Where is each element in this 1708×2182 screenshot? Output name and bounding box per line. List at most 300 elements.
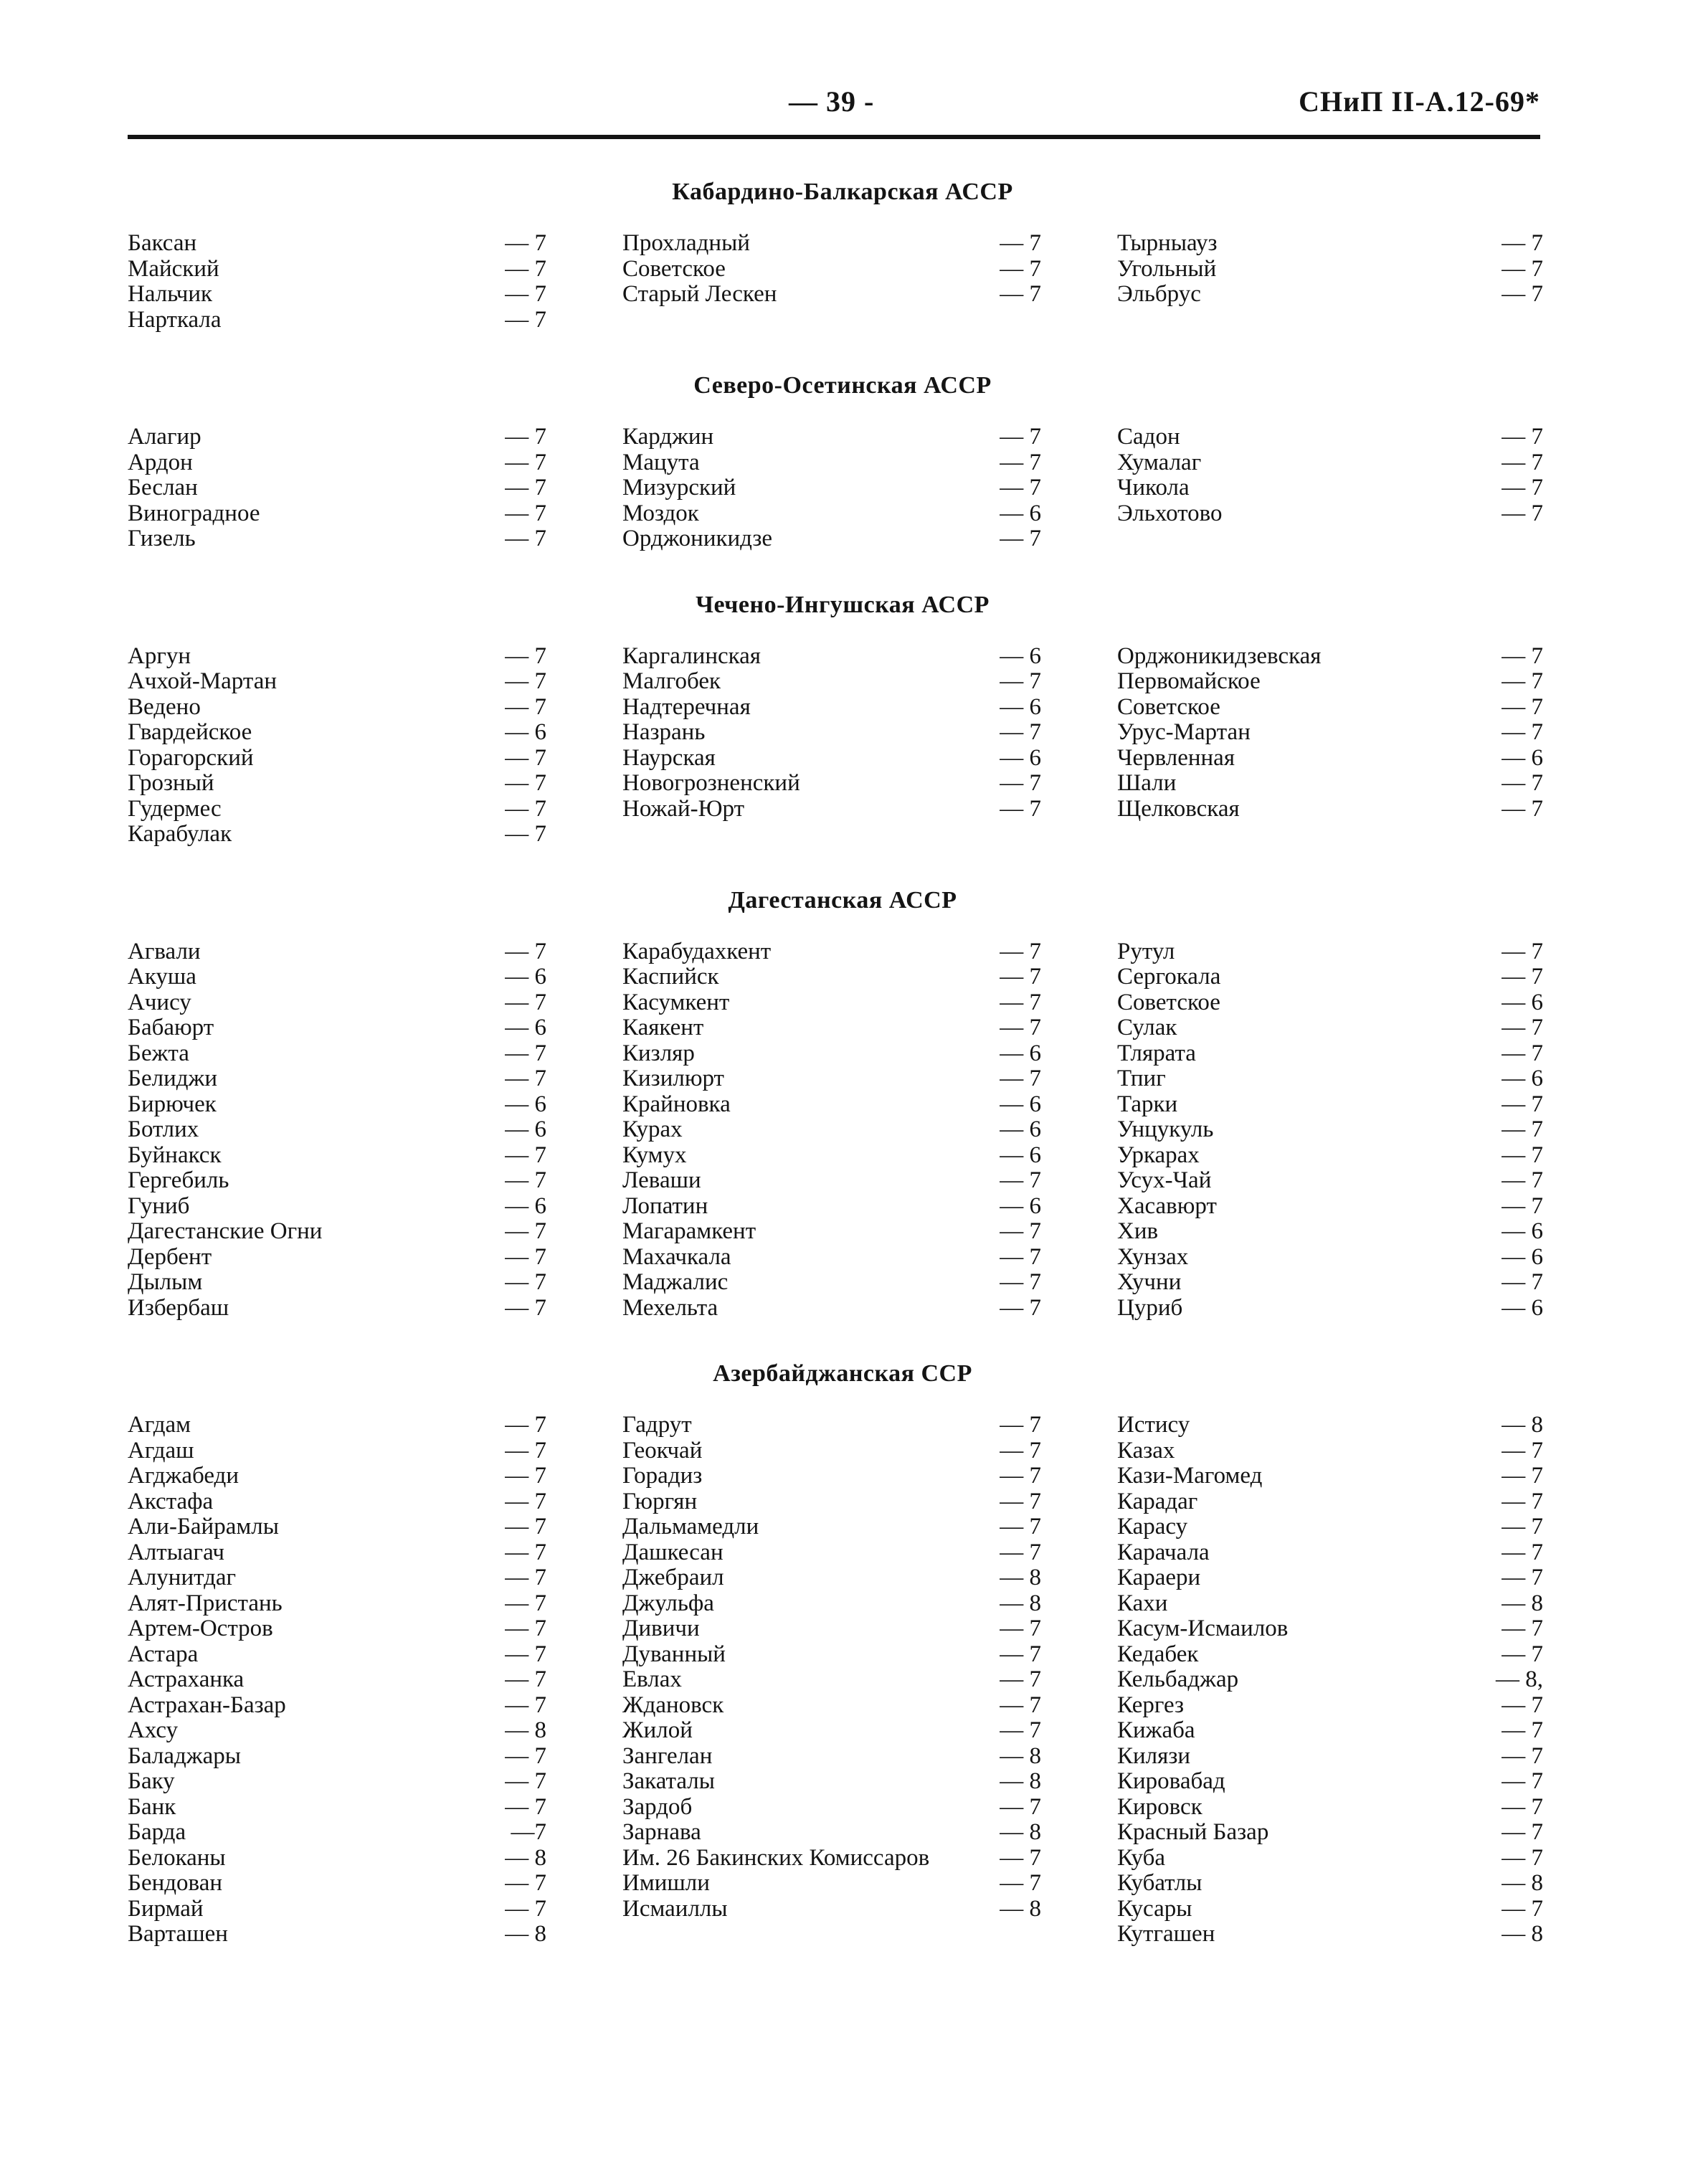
settlement-name: Красный Базар [1117,1819,1269,1845]
seismic-intensity: — 6 [1501,1066,1543,1091]
settlement-entry [622,990,1045,1016]
settlement-name: Касумкент [622,989,730,1015]
seismic-intensity: — 6 [1501,1294,1543,1321]
settlement-entry [622,231,1045,257]
seismic-intensity: — 7 [505,475,546,501]
settlement-entry [128,475,551,501]
settlement-entry [1117,644,1547,670]
settlement-name: Махачкала [622,1243,731,1270]
region-columns [128,424,1557,552]
seismic-intensity: — 7 [505,230,546,256]
seismic-intensity: — 7 [505,744,546,771]
settlement-name: Буйнакск [128,1142,222,1168]
settlement-entry [1117,1922,1547,1948]
settlement-name: Карабудахкент [622,938,772,964]
seismic-intensity: — 7 [1501,1091,1543,1117]
settlement-name: Джебраил [622,1565,724,1590]
settlement-name: Кедабек [1117,1641,1199,1667]
seismic-intensity: — 7 [505,1294,546,1321]
seismic-intensity: — 7 [1000,230,1041,256]
seismic-intensity: — 6 [1000,1192,1041,1219]
seismic-intensity: — 7 [1501,1437,1543,1464]
settlement-entry [622,1143,1045,1169]
settlement-name: Карачала [1117,1539,1210,1565]
seismic-intensity: — 8 [505,1921,546,1947]
settlement-name: Первомайское [1117,668,1261,694]
settlement-name: Избербаш [128,1294,229,1321]
settlement-entry [1117,1464,1547,1489]
seismic-intensity: — 7 [505,1870,546,1896]
settlement-name: Алят-Пристань [128,1590,283,1616]
settlement-name: Алагир [128,424,201,450]
region-title: Северо-Осетинская АССР [693,372,992,399]
seismic-intensity: — 8 [1501,1412,1543,1438]
settlement-name: Кубатлы [1117,1870,1202,1896]
settlement-name: Караери [1117,1565,1201,1590]
settlement-name: Кахи [1117,1590,1168,1616]
settlement-entry [128,1667,551,1693]
seismic-intensity: — 7 [1501,475,1543,501]
settlement-entry [622,475,1045,501]
settlement-entry [1117,771,1547,797]
settlement-name: Хасавюрт [1117,1192,1217,1219]
settlement-entry [128,1117,551,1143]
settlement-entry [622,1718,1045,1744]
settlement-name: Карасу [1117,1514,1188,1540]
settlement-name: Агдаш [128,1437,194,1464]
settlement-entry [1117,1143,1547,1169]
settlement-name: Бабаюрт [128,1015,214,1040]
settlement-entry [622,1846,1045,1872]
settlement-entry [622,939,1045,965]
settlement-name: Дашкесан [622,1539,723,1565]
settlement-name: Ведено [128,693,201,720]
settlement-name: Кизилюрт [622,1066,724,1091]
settlement-entry [622,1015,1045,1041]
seismic-intensity: — 7 [505,1488,546,1514]
settlement-name: Гвардейское [128,719,252,745]
settlement-name: Бежта [128,1040,189,1066]
seismic-intensity: — 7 [1501,668,1543,694]
settlement-name: Урус-Мартан [1117,719,1251,745]
settlement-entry [128,1438,551,1464]
document-code: СНиП II-А.12-69* [1299,85,1540,118]
settlement-name: Щелковская [1117,795,1240,822]
seismic-intensity: — 7 [1501,1742,1543,1769]
settlement-entry [1117,746,1547,772]
settlement-name: Чикола [1117,475,1190,501]
settlement-name: Хумалаг [1117,449,1202,475]
settlement-entry [128,1769,551,1795]
settlement-entry [1117,990,1547,1016]
settlement-name: Мехельта [622,1294,718,1321]
seismic-intensity: — 7 [1501,642,1543,669]
settlement-name: Малгобек [622,668,721,694]
settlement-name: Садон [1117,424,1180,450]
settlement-entry [128,1143,551,1169]
settlement-name: Шали [1117,770,1177,796]
settlement-name: Геокчай [622,1437,703,1464]
settlement-entry [1117,1897,1547,1922]
region-section [128,588,1557,873]
settlement-entry [622,1245,1045,1271]
settlement-name: Баксан [128,230,197,256]
settlement-entry [1117,1015,1547,1041]
settlement-name: Бирмай [128,1895,204,1922]
settlement-name: Артем-Остров [128,1616,273,1641]
settlement-name: Казах [1117,1437,1175,1464]
seismic-intensity: — 7 [505,526,546,551]
settlement-name: Рутул [1117,938,1175,964]
seismic-intensity: — 7 [1000,938,1041,964]
seismic-intensity: — 7 [1000,255,1041,282]
seismic-intensity: — 7 [1501,1116,1543,1142]
settlement-name: Тарки [1117,1091,1178,1117]
settlement-entry [622,1092,1045,1118]
settlement-name: Банк [128,1793,176,1820]
settlement-entry [622,1540,1045,1566]
settlement-name: Орджоникидзе [622,526,773,551]
settlement-name: Тырныауз [1117,230,1218,256]
seismic-intensity: — 7 [505,1463,546,1489]
seismic-intensity: — 7 [505,1539,546,1565]
settlement-entry [1117,1540,1547,1566]
seismic-intensity: — 8 [1000,1895,1041,1922]
seismic-intensity: — 7 [1501,1514,1543,1540]
seismic-intensity: — 6 [505,1116,546,1142]
seismic-intensity: — 7 [1501,1167,1543,1193]
settlement-entry [1117,1820,1547,1846]
settlement-name: Сергокала [1117,964,1221,990]
settlement-name: Куба [1117,1844,1166,1871]
seismic-intensity: — 7 [1501,424,1543,450]
settlement-entry [128,746,551,772]
settlement-name: Наурская [622,744,716,771]
settlement-entry [1117,231,1547,257]
seismic-intensity: — 6 [1501,1243,1543,1270]
settlement-name: Ахсу [128,1717,179,1743]
settlement-entry [128,450,551,476]
settlement-entry [1117,450,1547,476]
seismic-intensity: — 7 [1501,281,1543,307]
settlement-name: Варташен [128,1921,228,1947]
settlement-entry [622,1769,1045,1795]
seismic-intensity: — 7 [1501,500,1543,526]
region-section [128,175,1557,359]
seismic-intensity: — 7 [1000,1243,1041,1270]
seismic-intensity: — 8 [505,1717,546,1743]
settlement-entry [1117,695,1547,721]
settlement-name: Кельбаджар [1117,1666,1239,1692]
seismic-intensity: — 7 [1501,1768,1543,1794]
region-section [128,369,1557,578]
settlement-name: Хив [1117,1218,1159,1244]
seismic-intensity: — 7 [505,306,546,333]
settlement-entry [1117,1871,1547,1897]
settlement-name: Горагорский [128,744,254,771]
seismic-intensity: — 7 [1000,1167,1041,1193]
seismic-intensity: — 7 [1501,938,1543,964]
settlement-entry [128,526,551,552]
settlement-entry [1117,1667,1547,1693]
seismic-intensity: — 7 [1000,1294,1041,1321]
seismic-intensity: — 6 [1000,500,1041,526]
settlement-entry [128,1922,551,1948]
seismic-intensity: — 6 [1000,642,1041,669]
seismic-intensity: — 6 [505,1091,546,1117]
settlement-entry [1117,1642,1547,1668]
settlement-entry [128,1820,551,1846]
settlement-column [128,939,551,1322]
settlement-name: Астара [128,1641,199,1667]
settlement-name: Гергебиль [128,1167,229,1193]
settlement-entry [128,501,551,527]
settlement-entry [622,771,1045,797]
settlement-entry [622,1642,1045,1668]
settlement-entry [128,1718,551,1744]
settlement-entry [1117,939,1547,965]
region-columns [128,939,1557,1322]
seismic-intensity: — 7 [505,1793,546,1820]
page-header [0,85,1708,128]
seismic-intensity: — 6 [505,719,546,745]
seismic-intensity: — 6 [1501,744,1543,771]
seismic-intensity: — 7 [1501,1539,1543,1565]
seismic-intensity: — 7 [505,1666,546,1692]
settlement-name: Эльхотово [1117,500,1223,526]
seismic-intensity: — 7 [1501,1565,1543,1590]
settlement-name: Дальмамедли [622,1514,759,1540]
settlement-entry [622,1219,1045,1245]
seismic-intensity: — 7 [505,1590,546,1616]
section-spacer [128,848,1557,873]
settlement-entry [622,1565,1045,1591]
settlement-entry [128,1744,551,1770]
settlement-name: Ножай-Юрт [622,795,745,822]
settlement-entry [128,1795,551,1821]
seismic-intensity: — 8 [1501,1590,1543,1616]
seismic-intensity: — 7 [1000,1514,1041,1540]
seismic-intensity: — 8 [505,1844,546,1871]
seismic-intensity: — 7 [505,1269,546,1295]
settlement-entry [622,1489,1045,1515]
seismic-intensity: — 7 [1000,1463,1041,1489]
settlement-entry [622,450,1045,476]
settlement-name: Майский [128,255,219,282]
settlement-name: Зардоб [622,1793,693,1820]
settlement-entry [1117,1245,1547,1271]
seismic-intensity: — 7 [505,1692,546,1718]
settlement-entry [622,1168,1045,1194]
settlement-name: Истису [1117,1412,1190,1438]
settlement-name: Баладжары [128,1742,241,1769]
settlement-name: Грозный [128,770,214,796]
settlement-name: Советское [1117,989,1220,1015]
settlement-entry [1117,1744,1547,1770]
seismic-intensity: — 7 [505,1895,546,1922]
settlement-name: Джульфа [622,1590,714,1616]
settlement-entry [128,990,551,1016]
seismic-intensity: — 7 [505,1514,546,1540]
settlement-entry [128,1245,551,1271]
page-number: — 39 - [789,85,875,118]
seismic-intensity: — 7 [505,770,546,796]
settlement-entry [622,695,1045,721]
settlement-entry [128,1041,551,1067]
settlement-name: Орджоникидзевская [1117,642,1322,669]
settlement-name: Гуниб [128,1192,190,1219]
settlement-name: Мизурский [622,475,736,501]
seismic-intensity: — 7 [1000,1717,1041,1743]
seismic-intensity: — 8 [1000,1590,1041,1616]
seismic-intensity: — 7 [1501,719,1543,745]
seismic-intensity: — 7 [505,424,546,450]
settlement-column [622,1413,1045,1948]
seismic-intensity: — 6 [1000,1040,1041,1066]
seismic-intensity: — 8 [1501,1870,1543,1896]
seismic-intensity: — 7 [1501,1793,1543,1820]
seismic-intensity: — 7 [1501,1692,1543,1718]
seismic-intensity: — 7 [505,1437,546,1464]
seismic-intensity: — 7 [1501,1463,1543,1489]
settlement-name: Али-Байрамлы [128,1514,279,1540]
settlement-entry [128,1591,551,1617]
seismic-intensity: — 7 [1501,693,1543,720]
settlement-name: Ардон [128,449,193,475]
settlement-name: Кумух [622,1142,687,1168]
settlement-name: Астрахан-Базар [128,1692,286,1718]
seismic-intensity: — 7 [505,1565,546,1590]
settlement-column [1117,231,1547,333]
settlement-entry [1117,964,1547,990]
seismic-intensity: — 7 [505,795,546,822]
settlement-name: Маджалис [622,1269,729,1295]
settlement-entry [622,1871,1045,1897]
settlement-name: Агджабеди [128,1463,239,1489]
settlement-entry [128,231,551,257]
settlement-name: Касум-Исмаилов [1117,1616,1289,1641]
seismic-intensity: — 7 [505,642,546,669]
settlement-entry [1117,1219,1547,1245]
settlement-name: Дуванный [622,1641,726,1667]
seismic-intensity: — 7 [505,1641,546,1667]
region-title: Дагестанская АССР [728,886,957,914]
settlement-name: Новогрозненский [622,770,800,796]
settlement-entry [1117,1693,1547,1719]
settlement-name: Прохладный [622,230,750,256]
settlement-name: Акуша [128,964,196,990]
seismic-intensity: — 6 [1000,693,1041,720]
seismic-intensity: — 7 [1000,989,1041,1015]
seismic-intensity: — 7 [505,449,546,475]
settlement-entry [622,1693,1045,1719]
settlement-entry [128,720,551,746]
settlement-entry [622,1296,1045,1322]
settlement-name: Нальчик [128,281,213,307]
settlement-entry [622,501,1045,527]
document-body [128,165,1557,1973]
settlement-entry [622,1820,1045,1846]
seismic-intensity: — 7 [1501,1015,1543,1040]
seismic-intensity: — 7 [1000,1793,1041,1820]
settlement-name: Мацута [622,449,700,475]
seismic-intensity: — 7 [1000,1437,1041,1464]
settlement-entry [128,644,551,670]
region-columns [128,644,1557,848]
seismic-intensity: — 7 [1501,1717,1543,1743]
seismic-intensity: — 7 [1000,795,1041,822]
settlement-name: Белиджи [128,1066,217,1091]
settlement-name: Гудермес [128,795,222,822]
settlement-entry [1117,1795,1547,1821]
settlement-name: Дербент [128,1243,212,1270]
seismic-intensity: — 6 [1501,1218,1543,1244]
seismic-intensity: — 7 [1000,964,1041,990]
seismic-intensity: — 7 [1000,1412,1041,1438]
settlement-name: Угольный [1117,255,1217,282]
seismic-intensity: — 7 [505,938,546,964]
settlement-entry [1117,1616,1547,1642]
settlement-column [1117,424,1547,552]
settlement-name: Ачису [128,989,191,1015]
seismic-intensity: — 7 [1501,255,1543,282]
seismic-intensity: — 7 [1000,668,1041,694]
settlement-name: Бендован [128,1870,222,1896]
settlement-entry [128,1693,551,1719]
seismic-intensity: — 8 [1501,1921,1543,1947]
settlement-name: Ждановск [622,1692,724,1718]
settlement-name: Советское [622,255,726,282]
settlement-name: Моздок [622,500,699,526]
settlement-entry [128,1092,551,1118]
settlement-entry [128,1066,551,1092]
settlement-column [128,644,551,848]
settlement-entry [1117,424,1547,450]
settlement-entry [622,964,1045,990]
seismic-intensity: — 7 [505,281,546,307]
settlement-entry [1117,257,1547,283]
seismic-intensity: — 7 [1000,1269,1041,1295]
settlement-column [622,231,1045,333]
region-title: Кабардино-Балкарская АССР [672,179,1013,205]
settlement-name: Карабулак [128,821,232,847]
seismic-intensity: — 7 [505,1142,546,1168]
settlement-entry [128,1168,551,1194]
settlement-entry [1117,1117,1547,1143]
seismic-intensity: — 7 [1501,230,1543,256]
settlement-entry [128,964,551,990]
settlement-name: Леваши [622,1167,701,1193]
settlement-entry [128,771,551,797]
settlement-entry [622,1066,1045,1092]
seismic-intensity: — 7 [1501,1040,1543,1066]
seismic-intensity: — 7 [505,1412,546,1438]
settlement-entry [622,1041,1045,1067]
seismic-intensity: — 8 [1000,1819,1041,1845]
seismic-intensity: — 7 [1000,424,1041,450]
settlement-name: Агвали [128,938,201,964]
settlement-entry [622,797,1045,822]
seismic-intensity: — 7 [505,1768,546,1794]
settlement-name: Сулак [1117,1015,1177,1040]
settlement-entry [128,822,551,848]
settlement-entry [622,1514,1045,1540]
seismic-intensity: — 7 [1501,795,1543,822]
region-section [128,883,1557,1347]
seismic-intensity: — 7 [505,1040,546,1066]
settlement-name: Гадрут [622,1412,692,1438]
settlement-entry [1117,1041,1547,1067]
